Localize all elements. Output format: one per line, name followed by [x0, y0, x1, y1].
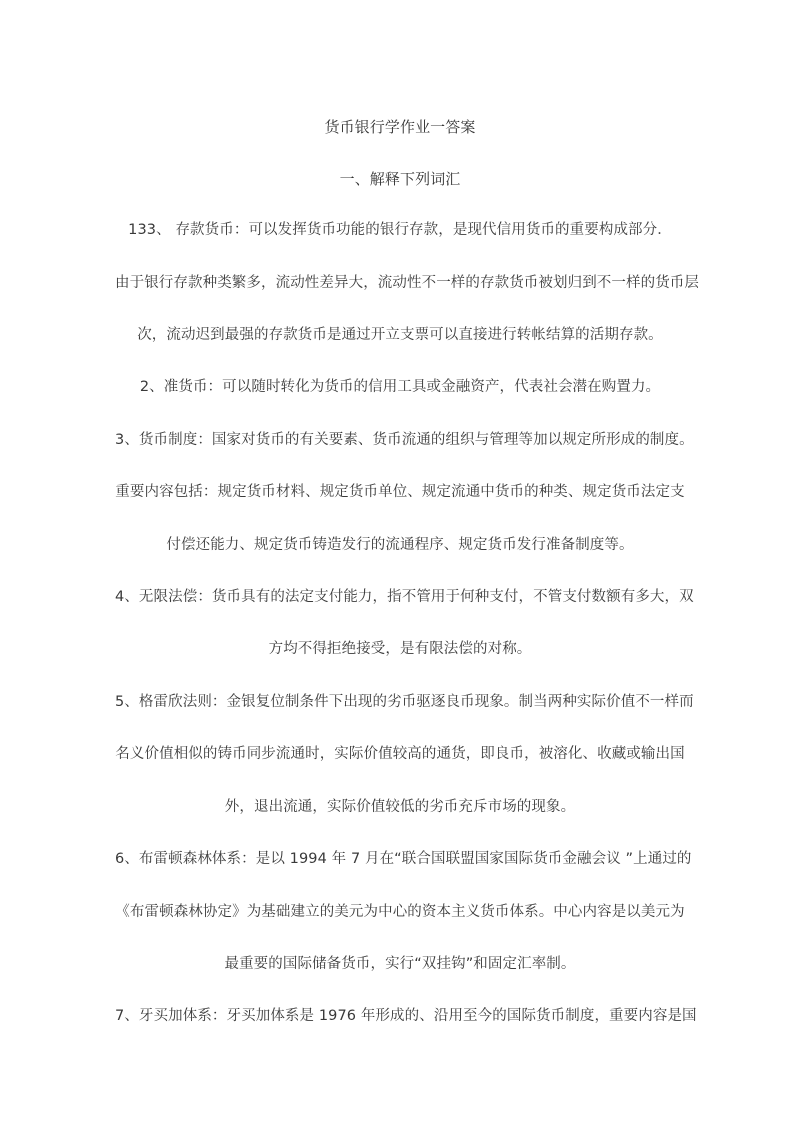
- document-title: 货币银行学作业一答案: [324, 118, 476, 136]
- paragraph-line: 最重要的国际储备货币，实行“双挂钩”和固定汇率制。: [224, 956, 576, 972]
- paragraph-line: 4、无限法偿：货币具有的法定支付能力，指不管用于何种支付，不管支付数额有多大，双: [115, 589, 694, 605]
- paragraph-line: 3、货币制度：国家对货币的有关要素、货币流通的组织与管理等加以规定所形成的制度。: [115, 432, 694, 448]
- paragraph-line: 名义价值相似的铸币同步流通时，实际价值较高的通货，即良币，被溶化、收藏或输出国: [115, 746, 685, 762]
- paragraph-line: 方均不得拒绝接受，是有限法偿的对称。: [268, 641, 532, 657]
- paragraph-line: 2、准货币：可以随时转化为货币的信用工具或金融资产，代表社会潜在购置力。: [139, 379, 661, 395]
- paragraph-line: 7、牙买加体系：牙买加体系是 1976 年形成的、沿用至今的国际货币制度，重要内容是国: [115, 1008, 697, 1024]
- paragraph-line: 外，退出流通，实际价值较低的劣币充斥市场的现象。: [224, 799, 576, 815]
- paragraph-line: 《布雷顿森林协定》为基础建立的美元为中心的资本主义货币体系。中心内容是以美元为: [115, 904, 685, 920]
- paragraph-line: 由于银行存款种类繁多，流动性差异大，流动性不一样的存款货币被划归到不一样的货币层: [115, 275, 699, 291]
- paragraph-line: 次，流动迟到最强的存款货币是通过开立支票可以直接进行转帐结算的活期存款。: [137, 327, 663, 343]
- paragraph-line: 付偿还能力、规定货币铸造发行的流通程序、规定货币发行准备制度等。: [166, 537, 634, 553]
- paragraph-line: 重要内容包括：规定货币材料、规定货币单位、规定流通中货币的种类、规定货币法定支: [115, 484, 685, 500]
- paragraph-line: 133、 存款货币：可以发挥货币功能的银行存款，是现代信用货币的重要构成部分．: [128, 222, 672, 238]
- section-heading: 一、解释下列词汇: [339, 170, 461, 188]
- paragraph-line: 6、布雷顿森林体系：是以 1994 年 7 月在“联合国联盟国家国际货币金融会议 ”上通过的: [115, 851, 692, 867]
- paragraph-line: 5、格雷欣法则：金银复位制条件下出现的劣币驱逐良币现象。制当两种实际价值不一样而: [115, 694, 694, 710]
